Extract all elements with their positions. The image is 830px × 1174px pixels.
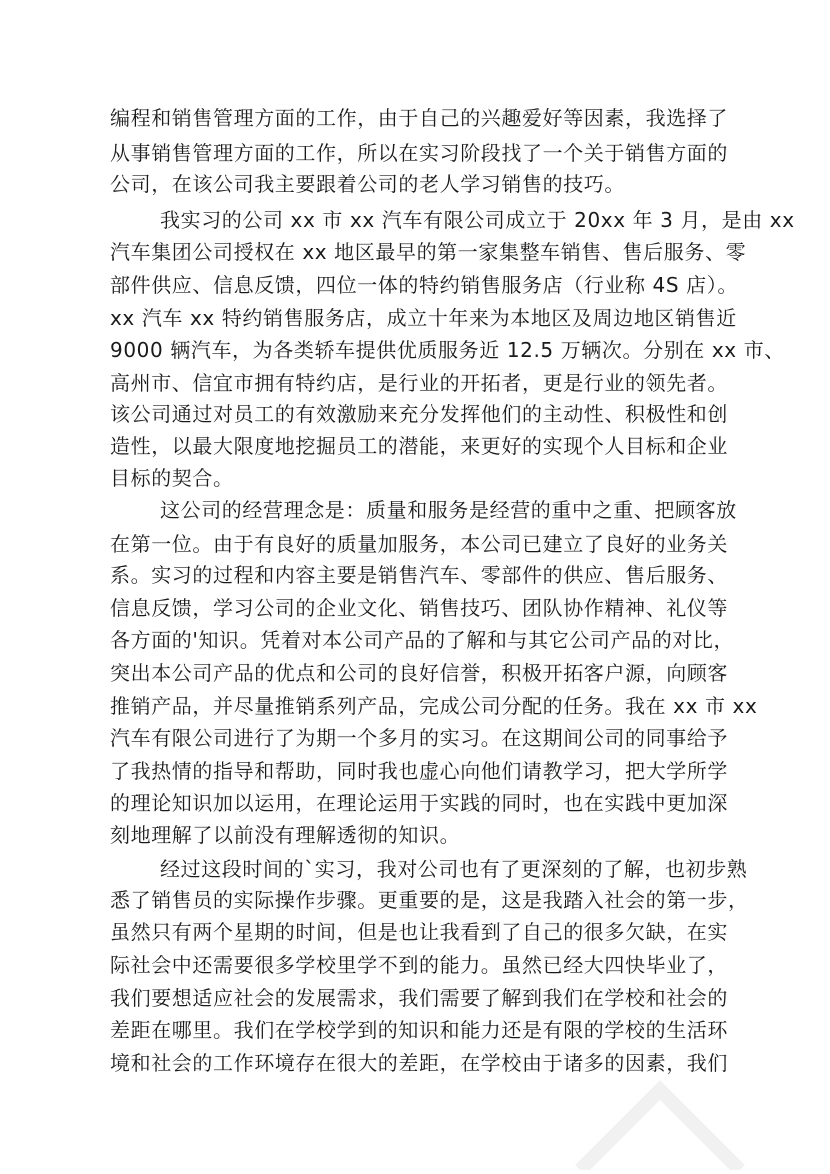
text-line: 从事销售管理方面的工作，所以在实习阶段找了一个关于销售方面的 [110, 141, 728, 165]
text-line: 汽车有限公司进行了为期一个多月的实习。在这期间公司的同事给予 [110, 726, 728, 750]
text-line: 突出本公司产品的优点和公司的良好信誉，积极开拓客户源，向顾客 [110, 661, 728, 685]
text-line: 目标的契合。 [110, 466, 234, 490]
text-line: 公司，在该公司我主要跟着公司的老人学习销售的技巧。 [110, 172, 625, 196]
text-line: 了我热情的指导和帮助，同时我也虚心向他们请教学习，把大学所学 [110, 759, 728, 783]
watermark-logo [560, 1070, 760, 1170]
text-line: 经过这段时间的`实习，我对公司也有了更深刻的了解，也初步熟 [160, 857, 748, 881]
text-line: 的理论知识加以运用，在理论运用于实践的同时，也在实践中更加深 [110, 791, 728, 815]
text-line: 该公司通过对员工的有效激励来充分发挥他们的主动性、积极性和创 [110, 402, 728, 426]
text-line: 境和社会的工作环境存在很大的差距，在学校由于诸多的因素，我们 [110, 1051, 728, 1075]
text-line: 信息反馈，学习公司的企业文化、销售技巧、团队协作精神、礼仪等 [110, 596, 728, 620]
text-line: 刻地理解了以前没有理解透彻的知识。 [110, 823, 461, 847]
text-line: 高州市、信宜市拥有特约店，是行业的开拓者，更是行业的领先者。 [110, 371, 728, 395]
text-line: 际社会中还需要很多学校里学不到的能力。虽然已经大四快毕业了， [110, 953, 728, 977]
text-line: 部件供应、信息反馈，四位一体的特约销售服务店（行业称 4S 店）。 [110, 273, 738, 297]
text-line: 编程和销售管理方面的工作，由于自己的兴趣爱好等因素，我选择了 [110, 106, 728, 130]
text-line: 汽车集团公司授权在 xx 地区最早的第一家集整车销售、售后服务、零 [110, 240, 747, 264]
text-line: 在第一位。由于有良好的质量加服务，本公司已建立了良好的业务关 [110, 532, 728, 556]
text-line: 虽然只有两个星期的时间，但是也让我看到了自己的很多欠缺，在实 [110, 920, 728, 944]
text-line: 我们要想适应社会的发展需求，我们需要了解到我们在学校和社会的 [110, 986, 728, 1010]
text-line: 我实习的公司 xx 市 xx 汽车有限公司成立于 20xx 年 3 月，是由 xx [160, 208, 795, 232]
text-line: 各方面的'知识。凭着对本公司产品的了解和与其它公司产品的对比， [110, 628, 735, 652]
text-line: xx 汽车 xx 特约销售服务店，成立十年来为本地区及周边地区销售近 [110, 306, 737, 330]
text-line: 这公司的经营理念是：质量和服务是经营的重中之重、把顾客放 [160, 498, 737, 522]
text-line: 差距在哪里。我们在学校学到的知识和能力还是有限的学校的生活环 [110, 1018, 728, 1042]
text-line: 9000 辆汽车，为各类轿车提供优质服务近 12.5 万辆次。分别在 xx 市、 [110, 338, 785, 362]
text-line: 悉了销售员的实际操作步骤。更重要的是，这是我踏入社会的第一步， [110, 888, 749, 912]
text-line: 造性，以最大限度地挖掘员工的潜能，来更好的实现个人目标和企业 [110, 434, 728, 458]
text-line: 推销产品，并尽量推销系列产品，完成公司分配的任务。我在 xx 市 xx [110, 694, 758, 718]
text-line: 系。实习的过程和内容主要是销售汽车、零部件的供应、售后服务、 [110, 563, 728, 587]
